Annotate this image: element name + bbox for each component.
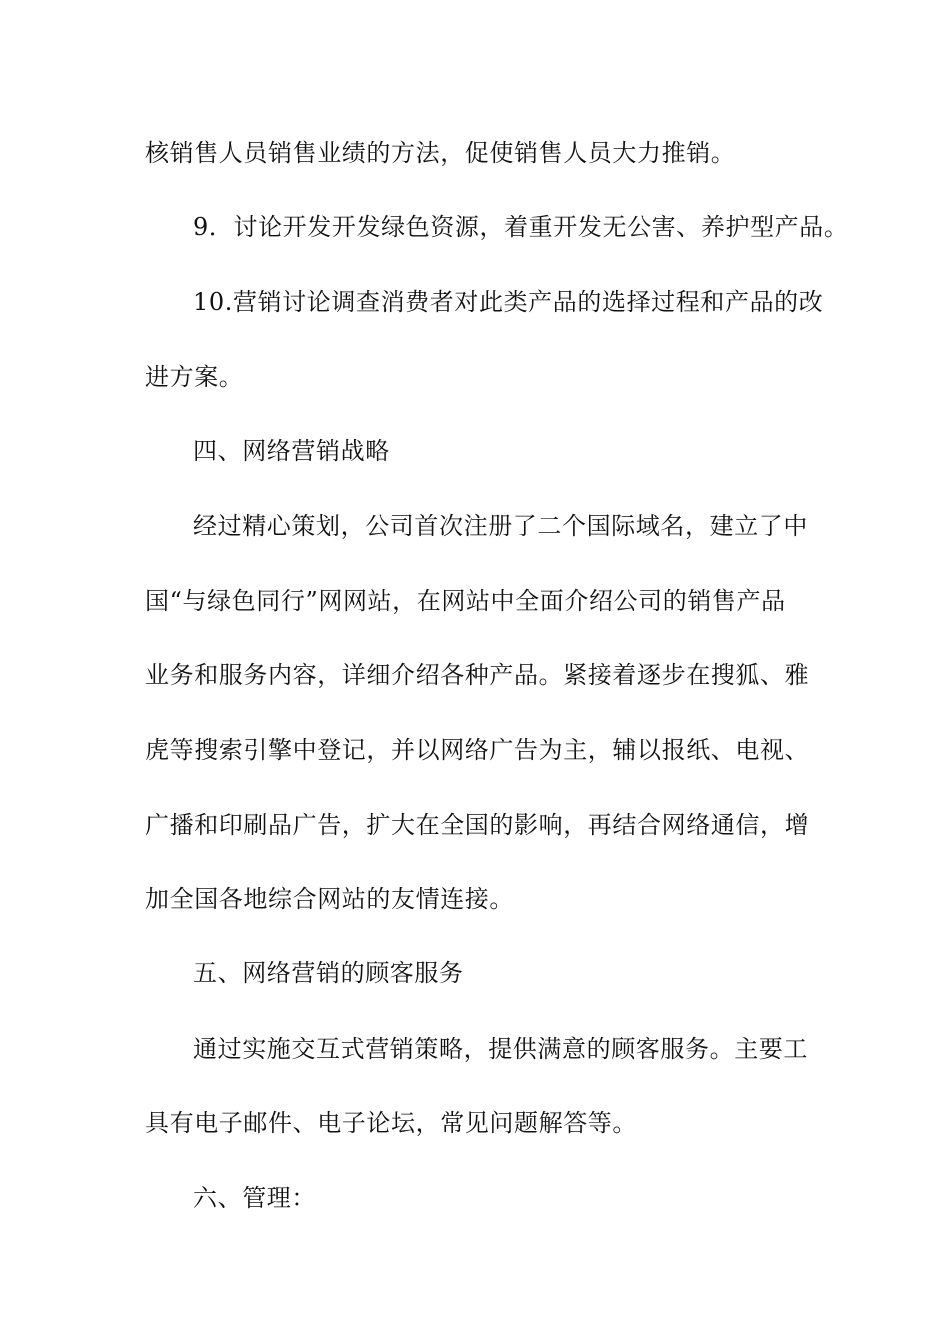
paragraph-line: 虎等搜索引擎中登记，并以网络广告为主，辅以报纸、电视、 — [145, 736, 810, 764]
section-heading-4: 四、网络营销战略 — [193, 437, 390, 465]
section-heading-5: 五、网络营销的顾客服务 — [193, 959, 464, 987]
list-item-10: 10.营销讨论调查消费者对此类产品的选择过程和产品的改 — [193, 288, 824, 316]
paragraph-line: 加全国各地综合网站的友情连接。 — [145, 885, 514, 913]
paragraph-line: 具有电子邮件、电子论坛，常见问题解答等。 — [145, 1109, 637, 1137]
body-text-line: 进方案。 — [145, 363, 244, 391]
list-item-9: 9．讨论开发开发绿色资源，着重开发无公害、养护型产品。 — [193, 213, 849, 241]
paragraph-line: 通过实施交互式营销策略，提供满意的顾客服务。主要工 — [193, 1035, 808, 1063]
section-heading-6: 六、管理： — [193, 1184, 316, 1212]
paragraph-line: 业务和服务内容，详细介绍各种产品。紧接着逐步在搜狐、雅 — [145, 661, 810, 689]
body-text-line: 核销售人员销售业绩的方法，促使销售人员大力推销。 — [145, 139, 736, 167]
paragraph-line: 经过精心策划，公司首次注册了二个国际域名，建立了中 — [193, 512, 808, 540]
paragraph-line: 国“与绿色同行”网网站，在网站中全面介绍公司的销售产品 — [145, 587, 786, 615]
paragraph-line: 广播和印刷品广告，扩大在全国的影响，再结合网络通信，增 — [145, 811, 810, 839]
